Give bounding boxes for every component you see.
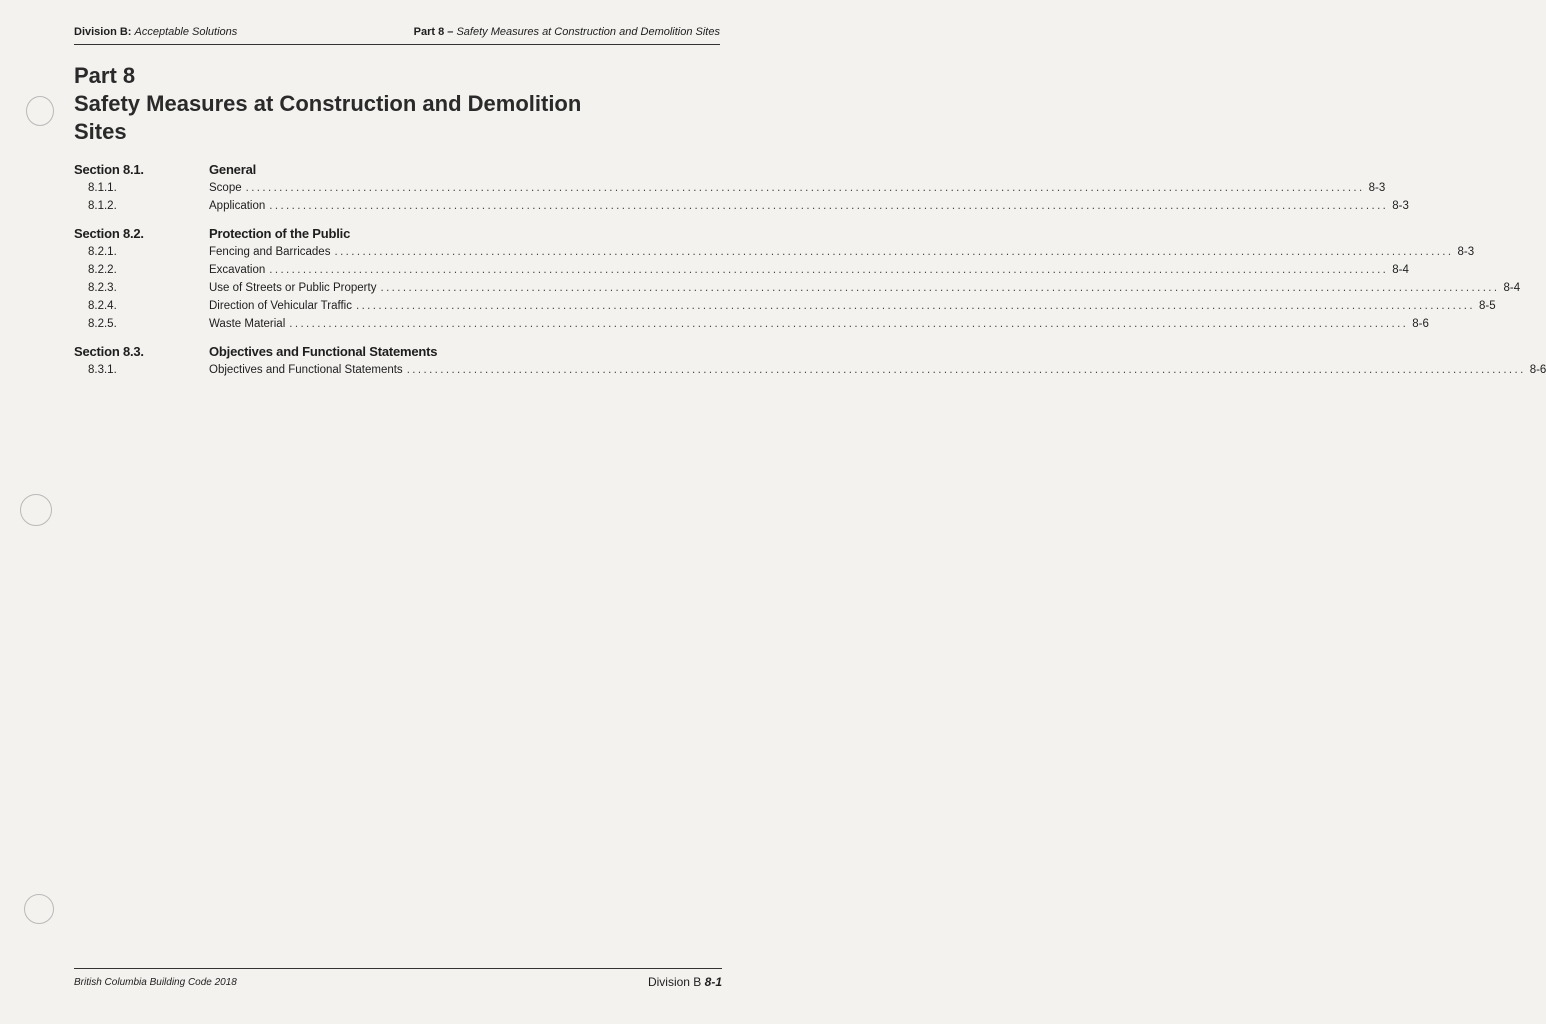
toc-entry-page: 8-3 (1457, 246, 1475, 258)
footer-page: 8-1 (704, 975, 722, 989)
toc-entry-line (209, 264, 1409, 276)
toc-entry-number: 8.2.2. (88, 264, 117, 276)
toc-section (74, 344, 1546, 380)
toc-entry-number: 8.1.1. (88, 182, 117, 194)
toc-section (74, 162, 1409, 216)
part-number: Part 8 (74, 63, 136, 88)
toc-entry-title: Fencing and Barricades (209, 246, 331, 258)
toc-section-heading (74, 162, 684, 180)
toc-entry-title: Excavation (209, 264, 266, 276)
toc-section-title: General (209, 162, 257, 177)
footer-division: Division B (647, 975, 702, 989)
toc-entry-page: 8-3 (1392, 200, 1409, 212)
toc-entry[interactable] (74, 362, 1546, 380)
running-footer (74, 968, 722, 995)
toc-section-label: Section 8.3. (74, 344, 144, 359)
toc-section (74, 226, 1521, 334)
toc-leader-dots: ........................................................................................................................................................................................................ (289, 318, 1409, 330)
toc-leader-dots: ........................................................................................................................................................................................................ (355, 300, 1475, 312)
header-part-title: Safety Measures at Construction and Demolition Sites (456, 26, 720, 38)
toc-entry-page: 8-5 (1478, 300, 1496, 312)
toc-leader-dots: ........................................................................................................................................................................................................ (269, 200, 1389, 212)
toc-entry[interactable] (74, 198, 1409, 216)
toc-section-heading (74, 344, 684, 362)
toc-leader-dots: ........................................................................................................................................................................................................ (380, 282, 1500, 294)
toc-entry-title: Scope (209, 182, 242, 194)
toc-entry-line (209, 200, 1409, 212)
toc-leader-dots: ........................................................................................................................................................................................................ (245, 182, 1365, 194)
toc-entry[interactable] (74, 262, 1409, 280)
toc-entry-line (209, 364, 1546, 376)
toc-entry-title: Direction of Vehicular Traffic (209, 300, 352, 312)
header-part-label: Part 8 – (413, 26, 454, 38)
toc-section-heading (74, 226, 684, 244)
toc-entry-line (209, 182, 1386, 194)
toc-section-label: Section 8.1. (74, 162, 144, 177)
toc-entry-line (209, 246, 1475, 258)
toc-entry-page: 8-3 (1368, 182, 1386, 194)
toc-entry[interactable] (74, 298, 1496, 316)
toc-entry-page: 8-4 (1503, 282, 1521, 294)
toc-entry[interactable] (74, 180, 1386, 198)
toc-section-title: Protection of the Public (209, 226, 351, 241)
header-division-title: Acceptable Solutions (134, 26, 238, 38)
footer-code-title: British Columbia Building Code 2018 (74, 977, 237, 988)
toc-entry-number: 8.2.4. (88, 300, 117, 312)
table-of-contents (74, 162, 1546, 380)
running-header (74, 24, 720, 45)
binder-hole-middle (20, 494, 52, 526)
toc-entry-page: 8-4 (1392, 264, 1409, 276)
toc-entry[interactable] (74, 316, 1429, 334)
toc-entry-title: Application (209, 200, 266, 212)
footer-page-number (648, 975, 722, 989)
toc-entry-page: 8-6 (1529, 364, 1546, 376)
binder-hole-bottom (24, 894, 54, 924)
toc-entry-number: 8.2.1. (88, 246, 117, 258)
toc-section-title: Objectives and Functional Statements (209, 344, 438, 359)
toc-entry-number: 8.3.1. (88, 364, 117, 376)
page-title: Safety Measures at Construction and Demolition Sites (74, 91, 582, 144)
header-division-label: Division B: (74, 26, 132, 38)
toc-entry-page: 8-6 (1412, 318, 1429, 330)
toc-entry-title: Use of Streets or Public Property (209, 282, 377, 294)
toc-entry-title: Objectives and Functional Statements (209, 364, 403, 376)
header-division (74, 26, 237, 38)
toc-entry[interactable] (74, 280, 1521, 298)
toc-entry-title: Waste Material (209, 318, 286, 330)
toc-entry-number: 8.2.3. (88, 282, 117, 294)
toc-section-label: Section 8.2. (74, 226, 144, 241)
toc-leader-dots: ........................................................................................................................................................................................................ (334, 246, 1454, 258)
toc-entry-line (209, 282, 1521, 294)
toc-leader-dots: ........................................................................................................................................................................................................ (269, 264, 1389, 276)
toc-entry[interactable] (74, 244, 1475, 262)
toc-entry-number: 8.1.2. (88, 200, 117, 212)
header-part (414, 26, 720, 38)
toc-entry-line (209, 300, 1496, 312)
toc-entry-line (209, 318, 1429, 330)
toc-entry-number: 8.2.5. (88, 318, 117, 330)
toc-leader-dots: ........................................................................................................................................................................................................ (406, 364, 1526, 376)
binder-hole-top (26, 96, 54, 126)
